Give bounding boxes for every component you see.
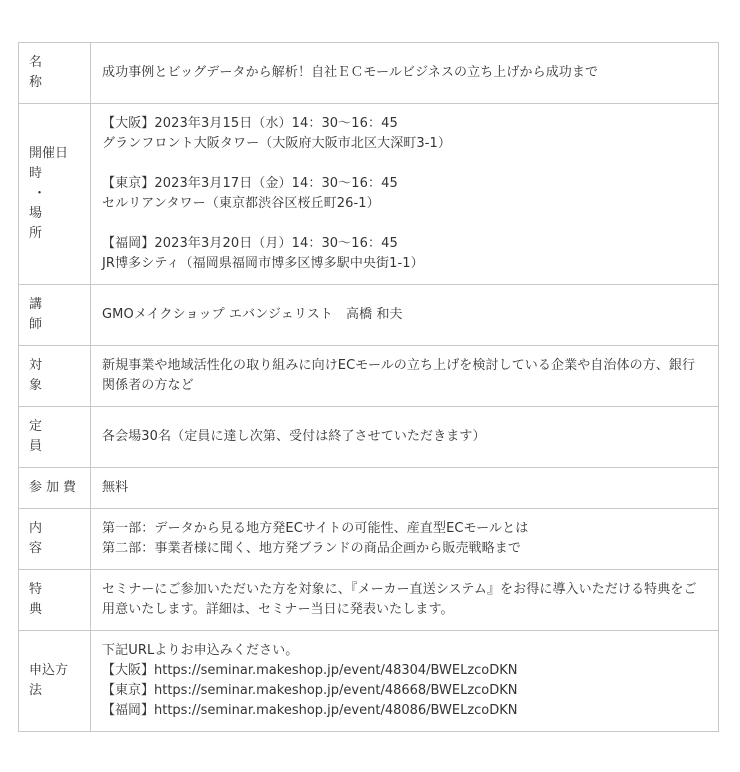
speaker-name: GMOメイクショップ エバンジェリスト 高橋 和夫 <box>102 307 403 322</box>
content-part-2: 第二部：事業者様に聞く、地方発ブランドの商品企画から販売戦略まで <box>102 541 521 556</box>
spacer <box>102 154 707 174</box>
label-line: 内 <box>29 521 43 536</box>
value-target: 新規事業や地域活性化の取り組みに向けECモールの立ち上げを検討している企業や自治体の方、銀行関係者の方など <box>91 346 719 407</box>
table-row-name <box>19 43 719 104</box>
table-row-apply <box>19 631 719 732</box>
label-line: 参加費 <box>29 480 81 495</box>
apply-link-osaka[interactable]: 【大阪】https://seminar.makeshop.jp/event/48304/BWELzcoDKN <box>102 663 518 678</box>
content-part-1: 第一部：データから見る地方発ECサイトの可能性、産直型ECモールとは <box>102 521 529 536</box>
value-apply <box>91 631 719 732</box>
table-row-target <box>19 346 719 407</box>
table-row-fee <box>19 468 719 509</box>
label-fee <box>19 468 91 509</box>
label-line: 特 <box>29 582 43 597</box>
table-row-capacity <box>19 407 719 468</box>
label-schedule <box>19 104 91 285</box>
label-line: 名 <box>29 55 43 70</box>
label-apply <box>19 631 91 732</box>
label-line: 象 <box>29 378 43 393</box>
label-benefit <box>19 570 91 631</box>
apply-intro: 下記URLよりお申込みください。 <box>102 643 299 658</box>
label-line: 講 <box>29 297 43 312</box>
value-content <box>91 509 719 570</box>
table-row-content <box>19 509 719 570</box>
label-line: 開催日 <box>29 146 69 161</box>
label-line: 員 <box>29 439 43 454</box>
seminar-info-table-wrapper <box>18 42 718 732</box>
value-speaker <box>91 285 719 346</box>
table-row-schedule <box>19 104 719 285</box>
fee-text: 無料 <box>102 480 129 495</box>
apply-link-tokyo[interactable]: 【東京】https://seminar.makeshop.jp/event/48668/BWELzcoDKN <box>102 683 518 698</box>
session-fukuoka-date: 【福岡】2023年3月20日（月）14：30〜16：45 <box>102 236 398 251</box>
value-benefit: セミナーにご参加いただいた方を対象に、『メーカー直送システム』をお得に導入いただける特典をご用意いたします。詳細は、セミナー当日に発表いたします。 <box>91 570 719 631</box>
label-line: ・ <box>33 186 47 201</box>
table-row-benefit <box>19 570 719 631</box>
label-line: 所 <box>29 226 43 241</box>
session-tokyo-venue: セルリアンタワー（東京都渋谷区桜丘町26-1） <box>102 196 380 211</box>
label-line: 師 <box>29 317 43 332</box>
capacity-text: 各会場30名（定員に達し次第、受付は終了させていただきます） <box>102 429 486 444</box>
spacer <box>102 214 707 234</box>
value-fee <box>91 468 719 509</box>
value-capacity <box>91 407 719 468</box>
value-name <box>91 43 719 104</box>
label-name <box>19 43 91 104</box>
label-target <box>19 346 91 407</box>
session-tokyo-date: 【東京】2023年3月17日（金）14：30〜16：45 <box>102 176 398 191</box>
seminar-title: 成功事例とビッグデータから解析！自社ＥＣモールビジネスの立ち上げから成功まで <box>102 65 599 80</box>
label-line: 容 <box>29 541 43 556</box>
label-line: 法 <box>29 683 43 698</box>
label-capacity <box>19 407 91 468</box>
session-fukuoka-venue: JR博多シティ（福岡県福岡市博多区博多駅中央街1-1） <box>102 256 424 271</box>
label-line: 称 <box>29 75 43 90</box>
session-osaka-venue: グランフロント大阪タワー（大阪府大阪市北区大深町3-1） <box>102 136 452 151</box>
session-osaka-date: 【大阪】2023年3月15日（水）14：30〜16：45 <box>102 116 398 131</box>
label-speaker <box>19 285 91 346</box>
seminar-info-table <box>18 42 719 732</box>
label-line: 申込方 <box>29 663 69 678</box>
label-content <box>19 509 91 570</box>
label-line: 典 <box>29 602 43 617</box>
label-line: 対 <box>29 358 43 373</box>
label-line: 場 <box>29 206 43 221</box>
label-line: 時 <box>29 166 43 181</box>
apply-link-fukuoka[interactable]: 【福岡】https://seminar.makeshop.jp/event/48086/BWELzcoDKN <box>102 703 518 718</box>
label-line: 定 <box>29 419 43 434</box>
table-row-speaker <box>19 285 719 346</box>
value-schedule <box>91 104 719 285</box>
